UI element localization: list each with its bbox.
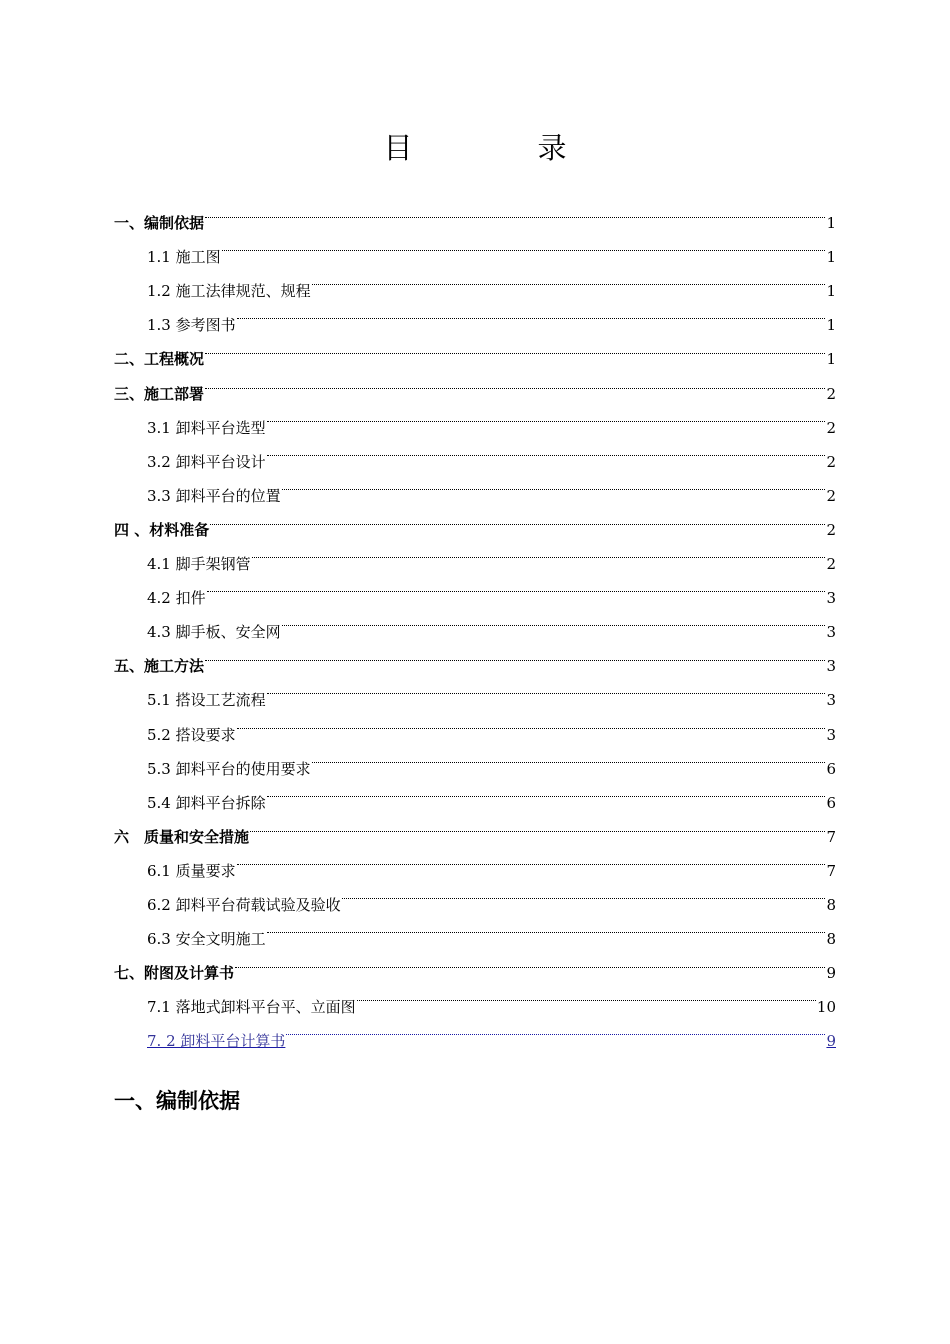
toc-entry[interactable] — [114, 808, 836, 846]
toc-entry-label: 四 、材料准备 — [114, 521, 210, 539]
toc-dot-leader — [267, 774, 826, 808]
toc-dot-leader — [237, 296, 826, 330]
toc-entry-page-number: 3 — [826, 657, 836, 675]
toc-entry-label: 六 质量和安全措施 — [114, 828, 250, 846]
toc-entry[interactable] — [114, 944, 836, 982]
toc-entry-page-number: 2 — [826, 521, 836, 539]
toc-entry[interactable] — [114, 194, 836, 232]
toc-entry-label: 一、编制依据 — [114, 214, 205, 232]
toc-entry[interactable] — [147, 842, 836, 880]
toc-entry[interactable] — [114, 330, 836, 368]
toc-dot-leader — [205, 365, 825, 399]
toc-entry[interactable] — [147, 296, 836, 334]
toc-entry-page-number: 7 — [826, 828, 836, 846]
toc-entry-label: 二、工程概况 — [114, 350, 205, 368]
toc-dot-leader — [282, 467, 826, 501]
toc-dot-leader — [267, 433, 826, 467]
toc-entry-label: 4.1 脚手架钢管 — [147, 555, 251, 573]
toc-entry-page-number: 9 — [826, 1032, 836, 1050]
toc-dot-leader — [205, 194, 825, 228]
toc-entry-page-number: 3 — [826, 623, 836, 641]
toc-entry-label: 5.1 搭设工艺流程 — [147, 691, 266, 709]
toc-entry-page-number: 2 — [826, 555, 836, 573]
toc-entry-page-number: 1 — [826, 316, 836, 334]
toc-entry-page-number: 1 — [826, 282, 836, 300]
toc-entry-page-number: 2 — [826, 487, 836, 505]
toc-dot-leader — [267, 671, 826, 705]
document-title: 目 录 — [383, 131, 615, 165]
toc-dot-leader — [237, 842, 826, 876]
toc-entry-label: 三、施工部署 — [114, 385, 205, 403]
toc-dot-leader — [250, 808, 825, 842]
section-heading: 一、编制依据 — [114, 1089, 240, 1113]
toc-entry[interactable] — [147, 569, 836, 607]
toc-dot-leader — [205, 330, 825, 364]
toc-dot-leader — [267, 399, 826, 433]
toc-entry-page-number: 3 — [826, 691, 836, 709]
toc-entry-label: 6.1 质量要求 — [147, 862, 236, 880]
toc-entry[interactable] — [147, 535, 836, 573]
toc-dot-leader — [342, 876, 826, 910]
toc-entry-label: 7.1 落地式卸料平台平、立面图 — [147, 998, 356, 1016]
toc-entry[interactable] — [147, 978, 836, 1016]
toc-entry-label: 5.3 卸料平台的使用要求 — [147, 760, 311, 778]
toc-entry-label: 3.3 卸料平台的位置 — [147, 487, 281, 505]
toc-entry-page-number: 9 — [826, 964, 836, 982]
toc-entry-label: 1.2 施工法律规范、规程 — [147, 282, 311, 300]
toc-entry-label: 6.3 安全文明施工 — [147, 930, 266, 948]
toc-dot-leader — [237, 706, 826, 740]
toc-entry-label: 七、附图及计算书 — [114, 964, 235, 982]
toc-dot-leader — [235, 944, 825, 978]
toc-entry-label: 5.2 搭设要求 — [147, 726, 236, 744]
toc-entry[interactable] — [147, 433, 836, 471]
toc-entry[interactable] — [114, 501, 836, 539]
toc-dot-leader — [252, 535, 826, 569]
toc-entry[interactable] — [147, 262, 836, 300]
toc-entry-label: 3.2 卸料平台设计 — [147, 453, 266, 471]
toc-entry[interactable] — [147, 671, 836, 709]
toc-dot-leader — [282, 603, 826, 637]
toc-dot-leader — [357, 978, 816, 1012]
toc-entry[interactable] — [147, 910, 836, 948]
toc-entry[interactable] — [147, 399, 836, 437]
toc-dot-leader — [205, 637, 825, 671]
toc-entry-page-number: 3 — [826, 589, 836, 607]
toc-entry[interactable] — [147, 774, 836, 812]
toc-entry-page-number: 6 — [826, 760, 836, 778]
toc-entry[interactable] — [147, 467, 836, 505]
toc-entry[interactable] — [114, 637, 836, 675]
toc-entry-page-number: 8 — [826, 930, 836, 948]
toc-entry-page-number: 1 — [826, 248, 836, 266]
toc-entry-label: 4.2 扣件 — [147, 589, 206, 607]
toc-entry-page-number: 6 — [826, 794, 836, 812]
toc-entry-page-number: 2 — [826, 419, 836, 437]
toc-dot-leader — [312, 740, 826, 774]
toc-entry-label: 1.1 施工图 — [147, 248, 221, 266]
toc-entry-label: 5.4 卸料平台拆除 — [147, 794, 266, 812]
toc-entry-label: 五、施工方法 — [114, 657, 205, 675]
toc-dot-leader — [267, 910, 826, 944]
toc-entry-page-number: 1 — [826, 214, 836, 232]
toc-dot-leader — [222, 228, 826, 262]
toc-entry[interactable] — [147, 740, 836, 778]
toc-entry[interactable] — [147, 603, 836, 641]
toc-entry-label: 4.3 脚手板、安全网 — [147, 623, 281, 641]
toc-dot-leader — [312, 262, 826, 296]
toc-entry[interactable] — [147, 876, 836, 914]
toc-entry-page-number: 3 — [826, 726, 836, 744]
toc-dot-leader — [286, 1012, 825, 1046]
toc-entry[interactable] — [147, 1012, 836, 1050]
toc-entry-page-number: 7 — [826, 862, 836, 880]
toc-entry-page-number: 2 — [826, 385, 836, 403]
toc-entry[interactable] — [147, 228, 836, 266]
toc-entry[interactable] — [114, 365, 836, 403]
toc-entry-page-number: 10 — [816, 998, 836, 1016]
toc-entry[interactable] — [147, 706, 836, 744]
toc-entry-page-number: 2 — [826, 453, 836, 471]
toc-dot-leader — [210, 501, 825, 535]
toc-entry-label: 1.3 参考图书 — [147, 316, 236, 334]
toc-dot-leader — [207, 569, 826, 603]
toc-entry-label: 3.1 卸料平台选型 — [147, 419, 266, 437]
toc-entry-page-number: 8 — [826, 896, 836, 914]
toc-entry-page-number: 1 — [826, 350, 836, 368]
toc-entry-label: 7. 2 卸料平台计算书 — [147, 1032, 286, 1050]
toc-entry-label: 6.2 卸料平台荷载试验及验收 — [147, 896, 341, 914]
